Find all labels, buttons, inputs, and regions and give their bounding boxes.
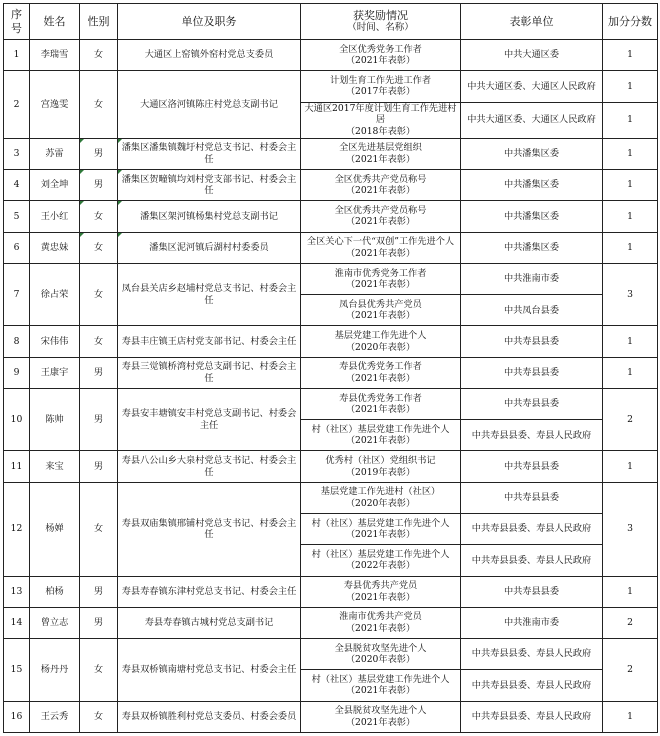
gender-cell: 男 — [80, 576, 118, 607]
header-name: 姓名 — [30, 4, 80, 40]
position-cell: 潘集区潘集镇魏圩村党总支书记、村委会主任 — [118, 138, 301, 169]
award-cell — [301, 388, 461, 419]
award-name: 基层党建工作先进个人 — [334, 330, 427, 342]
award-name: 淮南市优秀党务工作者 — [334, 267, 427, 279]
name-cell: 宋伟伟 — [30, 326, 80, 357]
award-year: （2021年表彰） — [345, 153, 416, 165]
gender-cell: 男 — [80, 388, 118, 451]
seq-cell: 16 — [4, 701, 30, 732]
award-cell — [301, 295, 461, 326]
name-cell: 黄忠妹 — [30, 232, 80, 263]
position-cell: 寿县双桥镇胜利村党总支委员、村委会委员 — [118, 701, 301, 732]
award-name: 全区优秀共产党员称号 — [334, 173, 427, 185]
gender-cell: 男 — [80, 607, 118, 638]
score-cell: 2 — [603, 388, 658, 451]
commend-unit-cell: 中共潘集区委 — [461, 232, 603, 263]
name-cell: 王康宇 — [30, 357, 80, 388]
seq-cell: 13 — [4, 576, 30, 607]
position-cell: 寿县寿春镇古城村党总支副书记 — [118, 607, 301, 638]
name-cell: 曾立志 — [30, 607, 80, 638]
gender-cell: 女 — [80, 482, 118, 576]
position-cell: 凤台县关店乡赵埔村党总支书记、村委会主任 — [118, 263, 301, 326]
position-cell: 寿县寿春镇东津村党总支书记、村委会主任 — [118, 576, 301, 607]
seq-cell: 5 — [4, 201, 30, 232]
header-commend-unit: 表彰单位 — [461, 4, 603, 40]
award-name: 凤台县优秀共产党员 — [339, 298, 422, 310]
table-row — [4, 451, 658, 482]
header-seq: 序号 — [4, 4, 30, 40]
commend-unit-cell: 中共潘集区委 — [461, 138, 603, 169]
seq-cell: 1 — [4, 40, 30, 71]
award-name: 全区优秀党务工作者 — [339, 43, 422, 55]
award-year: （2022年表彰） — [345, 560, 416, 572]
position-cell: 寿县双桥镇南塘村党总支书记、村委会主任 — [118, 639, 301, 702]
position-cell: 潘集区泥河镇后湖村村委委员 — [118, 232, 301, 263]
award-year: （2021年表彰） — [345, 55, 416, 67]
seq-cell: 2 — [4, 71, 30, 139]
commend-unit-cell: 中共大通区委、大通区人民政府 — [461, 71, 603, 102]
name-cell: 陈帅 — [30, 388, 80, 451]
seq-cell: 11 — [4, 451, 30, 482]
score-cell: 1 — [603, 170, 658, 201]
award-cell — [301, 420, 461, 451]
award-year: （2021年表彰） — [345, 529, 416, 541]
gender-cell: 女 — [80, 201, 118, 232]
gender-cell: 男 — [80, 451, 118, 482]
table-row — [4, 40, 658, 71]
award-name: 寿县优秀共产党员 — [343, 580, 418, 592]
award-year: （2021年表彰） — [345, 216, 416, 228]
commend-unit-cell: 中共寿县县委 — [461, 357, 603, 388]
award-name: 村（社区）基层党建工作先进个人 — [311, 517, 450, 529]
header-row — [4, 4, 658, 40]
award-name: 优秀村（社区）党组织书记 — [325, 455, 436, 467]
commend-unit-cell: 中共淮南市委 — [461, 607, 603, 638]
award-name: 全区先进基层党组织 — [339, 142, 422, 154]
award-name: 寿县优秀党务工作者 — [339, 392, 422, 404]
award-year: （2021年表彰） — [345, 716, 416, 728]
table-row — [4, 357, 658, 388]
name-cell: 王小红 — [30, 201, 80, 232]
name-cell: 杨丹丹 — [30, 639, 80, 702]
award-name: 村（社区）基层党建工作先进个人 — [311, 673, 450, 685]
table-row — [4, 639, 658, 670]
position-cell: 寿县双庙集镇邢铺村党总支书记、村委会主任 — [118, 482, 301, 576]
award-cell — [301, 451, 461, 482]
commend-unit-cell: 中共潘集区委 — [461, 201, 603, 232]
commend-unit-cell: 中共寿县县委 — [461, 388, 603, 419]
commend-unit-cell: 中共寿县县委、寿县人民政府 — [461, 701, 603, 732]
score-cell: 1 — [603, 71, 658, 102]
name-cell: 宫逸雯 — [30, 71, 80, 139]
header-gender: 性别 — [80, 4, 118, 40]
table-row — [4, 201, 658, 232]
seq-cell: 6 — [4, 232, 30, 263]
commend-unit-cell: 中共寿县县委 — [461, 451, 603, 482]
header-award-subtitle: （时间、名称） — [347, 22, 414, 34]
award-cell — [301, 701, 461, 732]
score-cell: 1 — [603, 451, 658, 482]
position-cell: 大通区洛河镇陈庄村党总支副书记 — [118, 71, 301, 139]
seq-cell: 12 — [4, 482, 30, 576]
award-year: （2020年表彰） — [345, 341, 416, 353]
award-cell — [301, 576, 461, 607]
name-cell: 王云秀 — [30, 701, 80, 732]
table-row — [4, 482, 658, 513]
award-cell — [301, 232, 461, 263]
award-name: 村（社区）基层党建工作先进个人 — [311, 423, 450, 435]
award-name: 全县脱贫攻坚先进个人 — [334, 642, 427, 654]
commend-unit-cell: 中共寿县县委 — [461, 326, 603, 357]
position-cell: 潘集区贺疃镇均刘村党支部书记、村委会主任 — [118, 170, 301, 201]
name-cell: 刘全坤 — [30, 170, 80, 201]
seq-cell: 9 — [4, 357, 30, 388]
score-cell: 2 — [603, 607, 658, 638]
seq-cell: 15 — [4, 639, 30, 702]
award-year: （2017年表彰） — [345, 86, 416, 98]
name-cell: 杨婵 — [30, 482, 80, 576]
award-name: 淮南市优秀共产党员 — [339, 611, 422, 623]
award-cell — [301, 639, 461, 670]
award-cell — [301, 201, 461, 232]
table-row — [4, 263, 658, 294]
commend-unit-cell: 中共寿县县委、寿县人民政府 — [461, 639, 603, 670]
score-cell: 1 — [603, 138, 658, 169]
position-cell: 寿县三觉镇桥湾村党总支副书记、村委会主任 — [118, 357, 301, 388]
header-award-title: 获奖励情况 — [353, 8, 408, 22]
commend-unit-cell: 中共潘集区委 — [461, 170, 603, 201]
award-cell — [301, 326, 461, 357]
table-row — [4, 326, 658, 357]
award-name: 村（社区）基层党建工作先进个人 — [311, 548, 450, 560]
score-cell: 1 — [603, 357, 658, 388]
commend-unit-cell: 中共寿县县委、寿县人民政府 — [461, 670, 603, 701]
commend-unit-cell: 中共寿县县委、寿县人民政府 — [461, 545, 603, 576]
header-award — [301, 4, 461, 40]
award-cell — [301, 170, 461, 201]
award-year: （2021年表彰） — [345, 310, 416, 322]
position-cell: 潘集区架河镇杨集村党总支副书记 — [118, 201, 301, 232]
gender-cell: 女 — [80, 639, 118, 702]
table-row — [4, 138, 658, 169]
table-body — [4, 40, 658, 733]
seq-cell: 10 — [4, 388, 30, 451]
award-name: 寿县优秀党务工作者 — [339, 361, 422, 373]
award-name: 全县脱贫攻坚先进个人 — [334, 705, 427, 717]
award-cell — [301, 40, 461, 71]
name-cell: 柏杨 — [30, 576, 80, 607]
award-year: （2020年表彰） — [345, 654, 416, 666]
award-year: （2021年表彰） — [345, 185, 416, 197]
award-name: 基层党建工作先进村（社区） — [320, 486, 441, 498]
name-cell: 李瑞雪 — [30, 40, 80, 71]
award-name: 大通区2017年度计划生育工作先进村居 — [304, 102, 457, 126]
gender-cell: 男 — [80, 357, 118, 388]
seq-cell: 14 — [4, 607, 30, 638]
award-year: （2021年表彰） — [345, 247, 416, 259]
commend-unit-cell: 中共寿县县委、寿县人民政府 — [461, 514, 603, 545]
award-cell — [301, 482, 461, 513]
table-row — [4, 232, 658, 263]
seq-cell: 4 — [4, 170, 30, 201]
award-year: （2018年表彰） — [345, 125, 416, 137]
award-year: （2019年表彰） — [345, 466, 416, 478]
table-row — [4, 701, 658, 732]
table-row — [4, 576, 658, 607]
award-year: （2021年表彰） — [345, 372, 416, 384]
header-position: 单位及职务 — [118, 4, 301, 40]
name-cell: 来宝 — [30, 451, 80, 482]
gender-cell: 女 — [80, 232, 118, 263]
commend-unit-cell: 中共凤台县委 — [461, 295, 603, 326]
seq-cell: 3 — [4, 138, 30, 169]
table-row — [4, 170, 658, 201]
award-name: 全区优秀共产党员称号 — [334, 204, 427, 216]
award-name: 计划生育工作先进工作者 — [329, 74, 432, 86]
position-cell: 大通区上窑镇外窑村党总支委员 — [118, 40, 301, 71]
gender-cell: 男 — [80, 138, 118, 169]
table-row — [4, 607, 658, 638]
score-cell: 3 — [603, 482, 658, 576]
award-cell — [301, 102, 461, 138]
score-cell: 1 — [603, 701, 658, 732]
position-cell: 寿县丰庄镇王店村党支部书记、村委会主任 — [118, 326, 301, 357]
award-year: （2021年表彰） — [345, 685, 416, 697]
commend-unit-cell: 中共寿县县委、寿县人民政府 — [461, 420, 603, 451]
score-cell: 1 — [603, 40, 658, 71]
seq-cell: 8 — [4, 326, 30, 357]
gender-cell: 女 — [80, 326, 118, 357]
table-row — [4, 71, 658, 102]
gender-cell: 女 — [80, 701, 118, 732]
commend-unit-cell: 中共大通区委 — [461, 40, 603, 71]
award-year: （2021年表彰） — [345, 404, 416, 416]
name-cell: 苏雷 — [30, 138, 80, 169]
commend-unit-cell: 中共寿县县委 — [461, 482, 603, 513]
award-year: （2021年表彰） — [345, 435, 416, 447]
gender-cell: 女 — [80, 71, 118, 139]
position-cell: 寿县安丰塘镇安丰村党总支副书记、村委会主任 — [118, 388, 301, 451]
awards-table — [3, 3, 658, 733]
name-cell: 徐占荣 — [30, 263, 80, 326]
award-cell — [301, 357, 461, 388]
gender-cell: 女 — [80, 263, 118, 326]
award-cell — [301, 545, 461, 576]
commend-unit-cell: 中共淮南市委 — [461, 263, 603, 294]
award-name: 全区关心下一代“双创”工作先进个人 — [306, 236, 455, 248]
score-cell: 3 — [603, 263, 658, 326]
position-cell: 寿县八公山乡大泉村党总支书记、村委会主任 — [118, 451, 301, 482]
award-cell — [301, 71, 461, 102]
award-cell — [301, 138, 461, 169]
header-score: 加分分数 — [603, 4, 658, 40]
award-year: （2021年表彰） — [345, 622, 416, 634]
award-year: （2021年表彰） — [345, 591, 416, 603]
score-cell: 1 — [603, 576, 658, 607]
award-year: （2020年表彰） — [345, 497, 416, 509]
award-cell — [301, 670, 461, 701]
score-cell: 1 — [603, 232, 658, 263]
award-year: （2021年表彰） — [345, 279, 416, 291]
award-cell — [301, 607, 461, 638]
score-cell: 1 — [603, 326, 658, 357]
table-row — [4, 388, 658, 419]
score-cell: 2 — [603, 639, 658, 702]
gender-cell: 女 — [80, 40, 118, 71]
score-cell: 1 — [603, 201, 658, 232]
gender-cell: 男 — [80, 170, 118, 201]
commend-unit-cell: 中共寿县县委 — [461, 576, 603, 607]
seq-cell: 7 — [4, 263, 30, 326]
score-cell: 1 — [603, 102, 658, 138]
award-cell — [301, 514, 461, 545]
award-cell — [301, 263, 461, 294]
commend-unit-cell: 中共大通区委、大通区人民政府 — [461, 102, 603, 138]
